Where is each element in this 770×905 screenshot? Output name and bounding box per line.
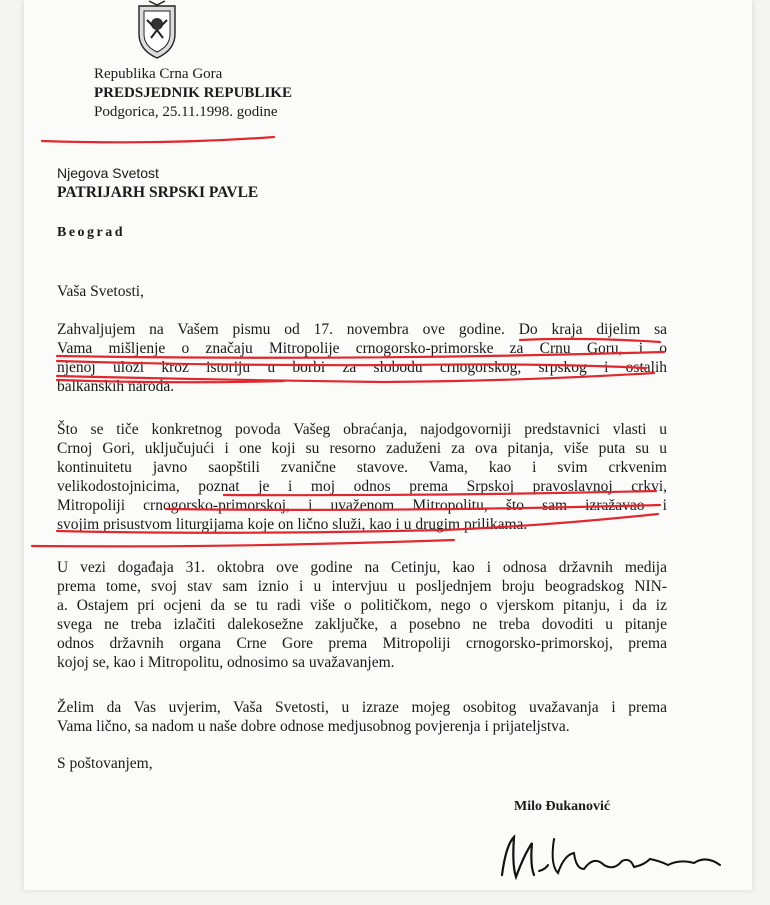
office-title: PREDSJEDNIK REPUBLIKE — [94, 85, 292, 101]
paragraph-line: a. Ostajem pri ocjeni da se tu radi više o političkom, nego o vjerskom pitanju, i da iz — [57, 597, 667, 614]
recipient-honorific: Njegova Svetost — [57, 165, 159, 181]
paragraph-line: Što se tiče konkretnog povoda Vašeg obraćanja, najodgovorniji predstavnici vlasti u — [57, 421, 667, 438]
paragraph-line: balkanskih naroda. — [57, 378, 175, 395]
paragraph-line: njenoj ulozi kroz istoriju u borbi za slobodu crnogorskog, srpskog i ostalih — [57, 359, 667, 376]
paragraph-line: Želim da Vas uvjerim, Vaša Svetosti, u izraze mojeg osobitog uvažavanja i prema — [57, 699, 667, 716]
paragraph-3 — [57, 558, 667, 672]
paragraph-line: odnos državnih organa Crne Gore prema Mitropoliji crnogorsko-primorskoj, prema — [57, 635, 667, 652]
place-date: Podgorica, 25.11.1998. godine — [94, 104, 278, 120]
paragraph-line: Vama lično, sa nadom u naše dobre odnose medjusobnog povjerenja i prijateljstva. — [57, 718, 570, 735]
closing: S poštovanjem, — [57, 755, 153, 772]
paragraph-2 — [57, 420, 667, 534]
signature-icon — [484, 825, 734, 890]
paragraph-line: svojim prisustvom liturgijama koje on lično služi, kao i u drugim prilikama. — [57, 516, 528, 533]
recipient-city: Beograd — [57, 225, 126, 240]
coat-of-arms-icon — [131, 0, 183, 60]
paragraph-line: svega ne treba izlačiti dalekosežne zaključke, a posebno ne treba dovoditi u pitanje — [57, 616, 667, 633]
recipient-name: PATRIJARH SRPSKI PAVLE — [57, 184, 259, 201]
paragraph-line: U vezi događaja 31. oktobra ove godine na Cetinju, kao i odnosa državnih medija — [57, 559, 667, 576]
paragraph-line: Vama mišljenje o značaju Mitropolije crnogorsko-primorske za Crnu Goru, i o — [57, 340, 667, 357]
paragraph-line: kontinuitetu javno saopštili zvanične stavove. Vama, kao i svim crkvenim — [57, 459, 667, 476]
paragraph-1 — [57, 320, 667, 396]
paragraph-line: Crnoj Gori, uključujući i one koji su resorno zaduženi za ova pitanja, više puta su u — [57, 440, 667, 457]
underline-date — [42, 137, 274, 142]
paragraph-line: Mitropoliji crnogorsko-primorskoj, i uvaženom Mitropolitu, što sam izražavao i — [57, 497, 667, 514]
paragraph-4 — [57, 698, 667, 736]
paragraph-line: prema tome, svoj stav sam iznio i u intervjuu u posljednjem broju beogradskog NIN- — [57, 578, 667, 595]
country-name: Republika Crna Gora — [94, 66, 223, 82]
paragraph-line: Zahvaljujem na Vašem pismu od 17. novembra ove godine. Do kraja dijelim sa — [57, 321, 667, 338]
letter-page — [24, 0, 752, 890]
paragraph-line: kojoj se, kao i Mitropolitu, odnosimo sa uvažavanjem. — [57, 654, 395, 671]
signer-name: Milo Đukanović — [514, 799, 611, 814]
paragraph-line: velikodostojnicima, poznat je i moj odnos prema Srpskoj pravoslavnoj crkvi, — [57, 478, 667, 495]
salutation: Vaša Svetosti, — [57, 283, 144, 300]
